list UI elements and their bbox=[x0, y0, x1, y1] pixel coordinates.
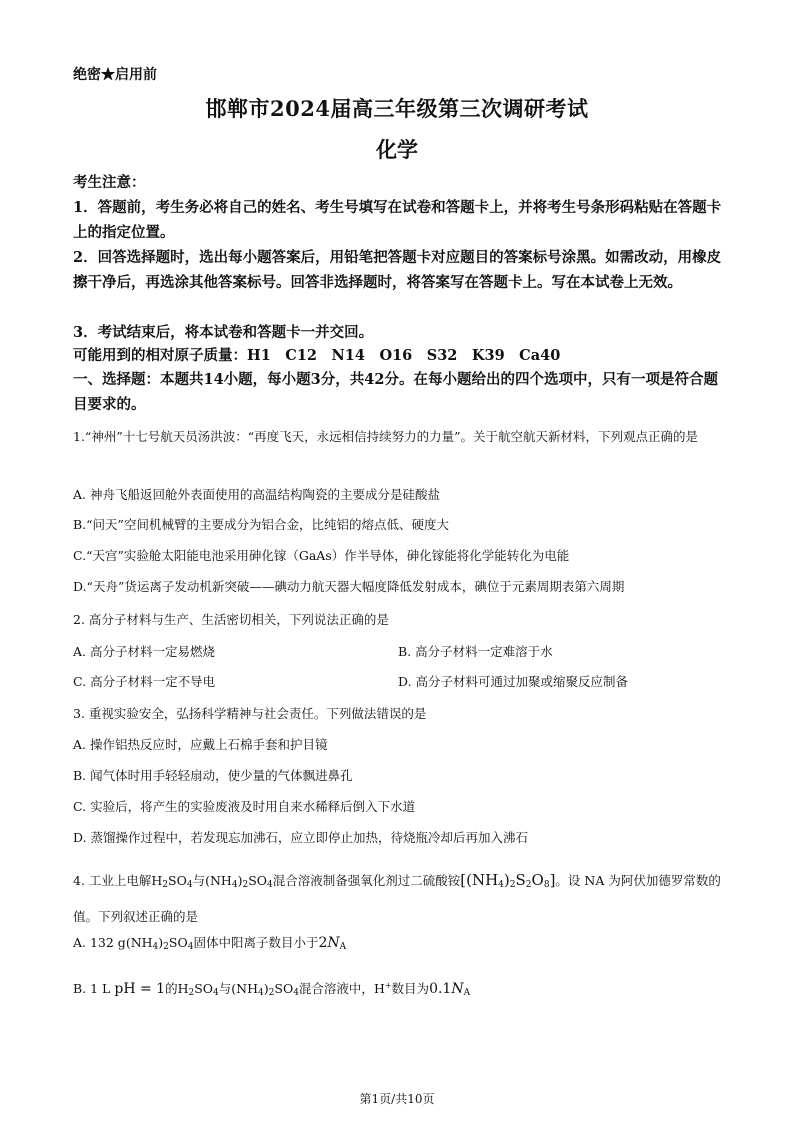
question-1-option-c: C.“天宫”实验舱太阳能电池采用砷化镓（GaAs）作半导体，砷化镓能将化学能转化为电能 bbox=[73, 548, 570, 563]
question-4-stem: 4. 工业上电解$H_2SO_4$与$(NH_4)_2SO_4$混合溶液制备强氧化剂过二硫酸铵$[(NH_4)_2S_2O_8]$。设 NA 为阿伏加德罗常数的值。下列叙述正确的是 bbox=[73, 871, 721, 924]
question-2-stem: 2. 高分子材料与生产、生活密切相关，下列说法正确的是 bbox=[73, 612, 389, 627]
notice-item-1: 1．答题前，考生务必将自己的姓名、考生号填写在试卷和答题卡上，并将考生号条形码粘贴在答题卡上的指定位置。 bbox=[73, 199, 722, 241]
question-3-option-c: C. 实验后，将产生的实验废液及时用自来水稀释后倒入下水道 bbox=[73, 799, 416, 814]
page-number: 第1页/共10页 bbox=[359, 1092, 435, 1106]
exam-title: 邯郸市2024届高三年级第三次调研考试 bbox=[205, 96, 589, 121]
question-3-option-a: A. 操作铝热反应时，应戴上石棉手套和护目镜 bbox=[73, 737, 328, 752]
question-4-option-b: B. 1 L pH = 1的$H_2SO_4$与$(NH_4)_2SO_4$混合溶液中，H+数目为$0.1N_A$ bbox=[73, 980, 471, 998]
atomic-masses: 可能用到的相对原子质量：H1 C12 N14 O16 S32 K39 Ca40 bbox=[73, 347, 561, 364]
question-4-option-a: A. 132 $g(NH_4)_2SO_4$固体中阳离子数目小于$2N_A$ bbox=[73, 935, 347, 952]
notice-item-3: 3．考试结束后，将本试卷和答题卡一并交回。 bbox=[73, 324, 374, 341]
confidential-label: 绝密★启用前 bbox=[73, 67, 157, 83]
question-3-stem: 3. 重视实验安全，弘扬科学精神与社会责任。下列做法错误的是 bbox=[73, 706, 427, 721]
question-1-option-a: A. 神舟飞船返回舱外表面使用的高温结构陶瓷的主要成分是硅酸盐 bbox=[73, 487, 440, 502]
question-2-option-b: B. 高分子材料一定难溶于水 bbox=[398, 644, 553, 659]
question-2-option-c: C. 高分子材料一定不导电 bbox=[73, 674, 216, 689]
question-2-option-a: A. 高分子材料一定易燃烧 bbox=[73, 644, 215, 659]
question-2-option-d: D. 高分子材料可通过加聚或缩聚反应制备 bbox=[398, 674, 629, 689]
question-3-option-d: D. 蒸馏操作过程中，若发现忘加沸石，应立即停止加热，待烧瓶冷却后再加入沸石 bbox=[73, 830, 529, 845]
question-1-stem: 1.“神州”十七号航天员汤洪波：“再度飞天，永远相信持续努力的力量”。关于航空航天新材料，下列观点正确的是 bbox=[73, 429, 698, 444]
section-heading: 一、选择题：本题共14小题，每小题3分，共42分。在每小题给出的四个选项中，只有一项是符合题目要求的。 bbox=[73, 371, 718, 413]
question-3-option-b: B. 闻气体时用手轻轻扇动，使少量的气体飘进鼻孔 bbox=[73, 768, 353, 783]
notice-item-2: 2．回答选择题时，选出每小题答案后，用铅笔把答题卡对应题目的答案标号涂黑。如需改动，用橡皮擦干净后，再选涂其他答案标号。回答非选择题时，将答案写在答题卡上。写在本试卷上无效。 bbox=[73, 249, 722, 291]
question-1-option-b: B.“问天”空间机械臂的主要成分为铝合金，比纯铝的熔点低、硬度大 bbox=[73, 517, 449, 532]
notice-heading: 考生注意： bbox=[73, 174, 146, 191]
subject-title: 化学 bbox=[376, 137, 418, 162]
question-1-option-d: D.“天舟”货运离子发动机新突破——碘动力航天器大幅度降低发射成本，碘位于元素周期表第六周期 bbox=[73, 579, 625, 594]
